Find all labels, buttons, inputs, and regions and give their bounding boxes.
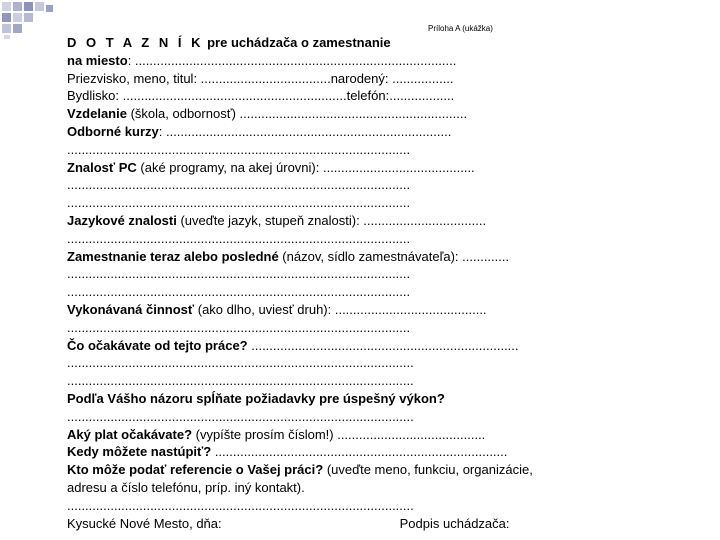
- signature-label: Podpis uchádzača:: [399, 515, 510, 531]
- references-hint: (uveďte meno, funkciu, organizácie, adresu a číslo telefónu, príp. iný kontakt).: [67, 462, 533, 495]
- references-label: Kto môže podať referencie o Vašej práci?: [67, 462, 324, 478]
- start-date-row: [67, 443, 567, 461]
- expectations-continuation-line[interactable]: ................................................................................................: [67, 355, 414, 371]
- name-row: [67, 70, 567, 88]
- courses-field[interactable]: : ...............................................................................: [158, 123, 452, 139]
- address-field[interactable]: : ..............................................................: [115, 88, 347, 104]
- address-row: [67, 87, 567, 105]
- pc-continuation-line[interactable]: ...............................................................................................: [67, 195, 411, 211]
- requirements-label: Podľa Vášho názoru spĺňate požiadavky pre úspešný výkon?: [67, 390, 445, 406]
- title-letters: D O T A Z N Í K: [67, 35, 204, 50]
- language-continuation-line[interactable]: ...............................................................................................: [67, 230, 411, 246]
- form-title: [67, 34, 567, 52]
- education-row: [67, 105, 567, 123]
- language-label: Jazykové znalosti: [67, 212, 177, 228]
- born-field[interactable]: : .................: [384, 70, 454, 86]
- deco-square: [13, 13, 22, 22]
- position-field[interactable]: : .........................................................................................: [127, 52, 457, 68]
- phone-label: telefón: [346, 88, 386, 104]
- employment-continuation-line[interactable]: ...............................................................................................: [67, 284, 411, 300]
- address-label: Bydlisko: [67, 88, 116, 104]
- education-field[interactable]: (škola, odbornosť) ...............................................................: [126, 106, 468, 122]
- pc-field[interactable]: (aké programy, na akej úrovni): ..........................................: [136, 159, 475, 175]
- activity-row: [67, 301, 567, 319]
- courses-label: Odborné kurzy: [67, 123, 159, 139]
- salary-row: [67, 426, 567, 444]
- position-row: [67, 52, 567, 70]
- expectations-continuation-line[interactable]: ................................................................................................: [67, 373, 414, 389]
- deco-square: [24, 13, 33, 22]
- expectations-label: Čo očakávate od tejto práce?: [67, 337, 248, 353]
- requirements-row: [67, 390, 567, 408]
- deco-square: [13, 2, 22, 11]
- language-field[interactable]: (uveďte jazyk, stupeň znalosti): ..................................: [176, 212, 487, 228]
- references-row: [67, 461, 567, 497]
- pc-continuation-line[interactable]: ...............................................................................................: [67, 177, 411, 193]
- activity-field[interactable]: (ako dlho, uviesť druh): ..........................................: [194, 301, 487, 317]
- born-label: narodený: [330, 70, 385, 86]
- name-label: Priezvisko, meno, titul: [67, 70, 194, 86]
- questionnaire-form: [67, 34, 567, 532]
- deco-square: [35, 2, 44, 11]
- footer-row: [67, 515, 567, 533]
- start-date-field[interactable]: .................................................................................: [211, 444, 508, 460]
- phone-field[interactable]: :..................: [385, 88, 455, 104]
- requirements-continuation-line[interactable]: ................................................................................................: [67, 408, 414, 424]
- deco-square: [2, 24, 11, 33]
- deco-square: [2, 2, 11, 11]
- title-rest: pre uchádzača o zamestnanie: [203, 35, 391, 50]
- pc-row: [67, 159, 567, 177]
- place-date-label: Kysucké Nové Mesto, dňa:: [67, 515, 222, 531]
- employment-label: Zamestnanie teraz alebo posledné: [67, 248, 279, 264]
- appendix-label: Príloha A (ukážka): [428, 24, 493, 33]
- employment-field[interactable]: (názov, sídlo zamestnávateľa): .............: [278, 248, 510, 264]
- employment-row: [67, 248, 567, 266]
- activity-continuation-line[interactable]: ...............................................................................................: [67, 319, 411, 335]
- courses-continuation-line[interactable]: ...............................................................................................: [67, 141, 411, 157]
- deco-square: [13, 24, 22, 33]
- references-continuation-line[interactable]: ................................................................................................: [67, 497, 414, 513]
- salary-label: Aký plat očakávate?: [67, 426, 193, 442]
- courses-row: [67, 123, 567, 141]
- education-label: Vzdelanie: [67, 106, 127, 122]
- language-row: [67, 212, 567, 230]
- deco-square: [2, 13, 11, 22]
- deco-square: [4, 35, 10, 39]
- deco-square: [24, 2, 33, 11]
- start-date-label: Kedy môžete nastúpiť?: [67, 444, 212, 460]
- corner-squares-decoration: [0, 0, 60, 40]
- expectations-row: [67, 337, 567, 355]
- activity-label: Vykonávaná činnosť: [67, 301, 195, 317]
- name-field[interactable]: : ....................................: [193, 70, 331, 86]
- expectations-field[interactable]: ..........................................................................: [247, 337, 519, 353]
- position-label: na miesto: [67, 52, 128, 68]
- deco-square: [46, 5, 53, 12]
- employment-continuation-line[interactable]: ...............................................................................................: [67, 266, 411, 282]
- salary-field[interactable]: (vypíšte prosím číslom!) .........................................: [192, 426, 486, 442]
- pc-label: Znalosť PC: [67, 159, 137, 175]
